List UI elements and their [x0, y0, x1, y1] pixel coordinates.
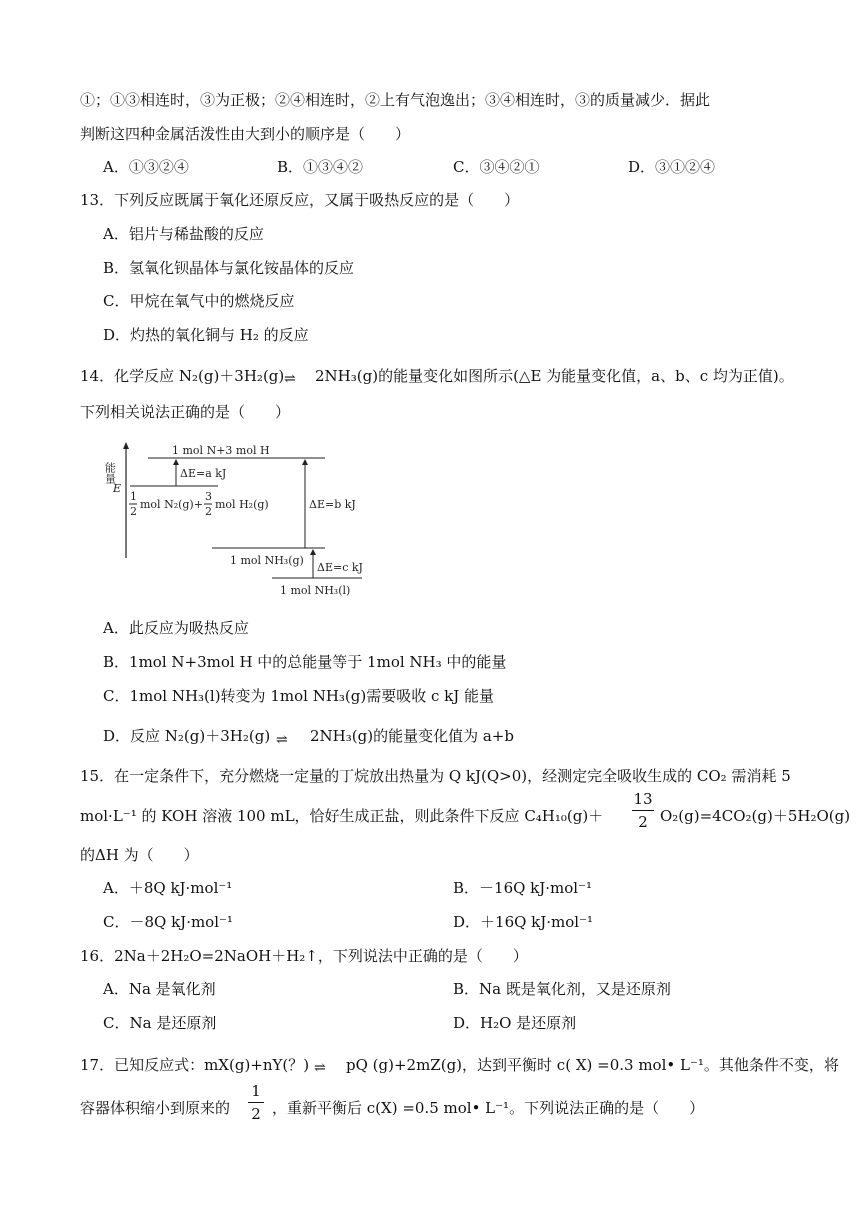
y-axis-arrow-icon	[123, 442, 129, 449]
q13-option-b: B．氢氧化钡晶体与氯化铵晶体的反应	[103, 259, 355, 277]
q15-line2-a: mol·L⁻¹ 的 KOH 溶液 100 mL，恰好生成正盐，则此条件下反应 C₄H₁₀(g)＋	[80, 807, 604, 825]
arrow-a-head-icon	[173, 459, 179, 465]
arrow-b-head-icon	[302, 459, 308, 465]
q15-option-d: D．＋16Q kJ·mol⁻¹	[453, 913, 594, 931]
q15-option-c: C．－8Q kJ·mol⁻¹	[103, 913, 233, 931]
q15-option-a: A．＋8Q kJ·mol⁻¹	[103, 879, 233, 897]
frac2-den: 2	[205, 505, 212, 518]
q15-line3: 的ΔH 为（ ）	[80, 846, 199, 864]
q15-line2-b: O₂(g)=4CO₂(g)＋5H₂O(g)	[660, 807, 851, 825]
level-mid-label-1: mol N₂(g)+	[140, 498, 203, 511]
q12-option-c: C．③④②①	[453, 158, 540, 176]
level-nh3-g-label: 1 mol NH₃(g)	[230, 554, 304, 567]
q17-fraction	[248, 1082, 264, 1123]
level-nh3-l-label: 1 mol NH₃(l)	[280, 584, 351, 597]
q17-line1-b: pQ (g)+2mZ(g)，达到平衡时 c( X) =0.3 mol• L⁻¹。其他条件不变，将	[346, 1056, 839, 1074]
q15-fraction	[632, 790, 654, 831]
q16-option-d: D．H₂O 是还原剂	[453, 1014, 577, 1032]
q14-stem-b: 2NH₃(g)的能量变化如图所示(△E 为能量变化值，a、b、c 均为正值)。	[315, 367, 794, 385]
equilibrium-arrow-icon: ⇌	[276, 732, 288, 748]
q14-option-b: B．1mol N+3mol H 中的总能量等于 1mol NH₃ 中的能量	[103, 653, 507, 671]
level-mid-label-2: mol H₂(g)	[215, 498, 269, 511]
q14-option-d-b: 2NH₃(g)的能量变化值为 a+b	[310, 727, 514, 745]
q17-frac-num: 1	[251, 1082, 261, 1100]
q12-line1: ①；①③相连时，③为正极；②④相连时，②上有气泡逸出；③④相连时，③的质量减少．据此	[80, 91, 711, 109]
q13-option-a: A．铝片与稀盐酸的反应	[103, 225, 264, 243]
frac1-den: 2	[130, 505, 137, 518]
q16-option-b: B．Na 既是氧化剂，又是还原剂	[453, 980, 671, 998]
de-c-label: ΔE=c kJ	[317, 561, 363, 574]
q17-line2-b: ，重新平衡后 c(X) =0.5 mol• L⁻¹。下列说法正确的是（ ）	[272, 1099, 705, 1117]
equilibrium-arrow-icon: ⇌	[314, 1060, 326, 1076]
q12-option-a: A．①③②④	[103, 158, 189, 176]
q17-frac-den: 2	[251, 1105, 261, 1123]
frac1-num: 1	[130, 490, 137, 503]
q12-option-b: B．①③④②	[277, 158, 364, 176]
equilibrium-arrow-icon: ⇌	[284, 371, 296, 387]
q15-frac-den: 2	[638, 813, 648, 831]
q13-stem: 13．下列反应既属于氧化还原反应，又属于吸热反应的是（ ）	[80, 191, 520, 209]
q12-option-d: D．③①②④	[628, 158, 716, 176]
arrow-c-head-icon	[310, 549, 316, 555]
q14-option-a: A．此反应为吸热反应	[103, 619, 249, 637]
energy-level-diagram	[100, 440, 370, 605]
q12-line2: 判断这四种金属活泼性由大到小的顺序是（ ）	[80, 125, 411, 143]
q16-option-a: A．Na 是氧化剂	[103, 980, 216, 998]
q16-option-c: C．Na 是还原剂	[103, 1014, 217, 1032]
q17-line1-a: 17．已知反应式：mX(g)+nY(？)	[80, 1056, 310, 1074]
de-b-label: ΔE=b kJ	[309, 498, 356, 511]
level-top-label: 1 mol N+3 mol H	[172, 444, 270, 457]
q15-frac-num: 13	[633, 790, 653, 808]
q13-option-c: C．甲烷在氧气中的燃烧反应	[103, 292, 295, 310]
q14-option-c: C．1mol NH₃(l)转变为 1mol NH₃(g)需要吸收 c kJ 能量	[103, 687, 495, 705]
q14-line2: 下列相关说法正确的是（ ）	[80, 403, 291, 421]
q16-stem: 16．2Na＋2H₂O=2NaOH＋H₂↑，下列说法中正确的是（ ）	[80, 947, 528, 965]
y-axis-label: 能量	[103, 462, 117, 484]
q13-option-d: D．灼热的氧化铜与 H₂ 的反应	[103, 326, 309, 344]
q14-option-d-a: D．反应 N₂(g)＋3H₂(g)	[103, 727, 271, 745]
q17-line2-a: 容器体积缩小到原来的	[80, 1099, 231, 1117]
y-axis-var: E	[113, 482, 122, 495]
q15-line1: 15．在一定条件下，充分燃烧一定量的丁烷放出热量为 Q kJ(Q>0)，经测定完全吸收生成的 CO₂ 需消耗 5	[80, 767, 791, 785]
frac2-num: 3	[205, 490, 212, 503]
q14-stem-a: 14．化学反应 N₂(g)＋3H₂(g)	[80, 367, 285, 385]
q15-option-b: B．－16Q kJ·mol⁻¹	[453, 879, 593, 897]
de-a-label: ΔE=a kJ	[180, 467, 227, 480]
